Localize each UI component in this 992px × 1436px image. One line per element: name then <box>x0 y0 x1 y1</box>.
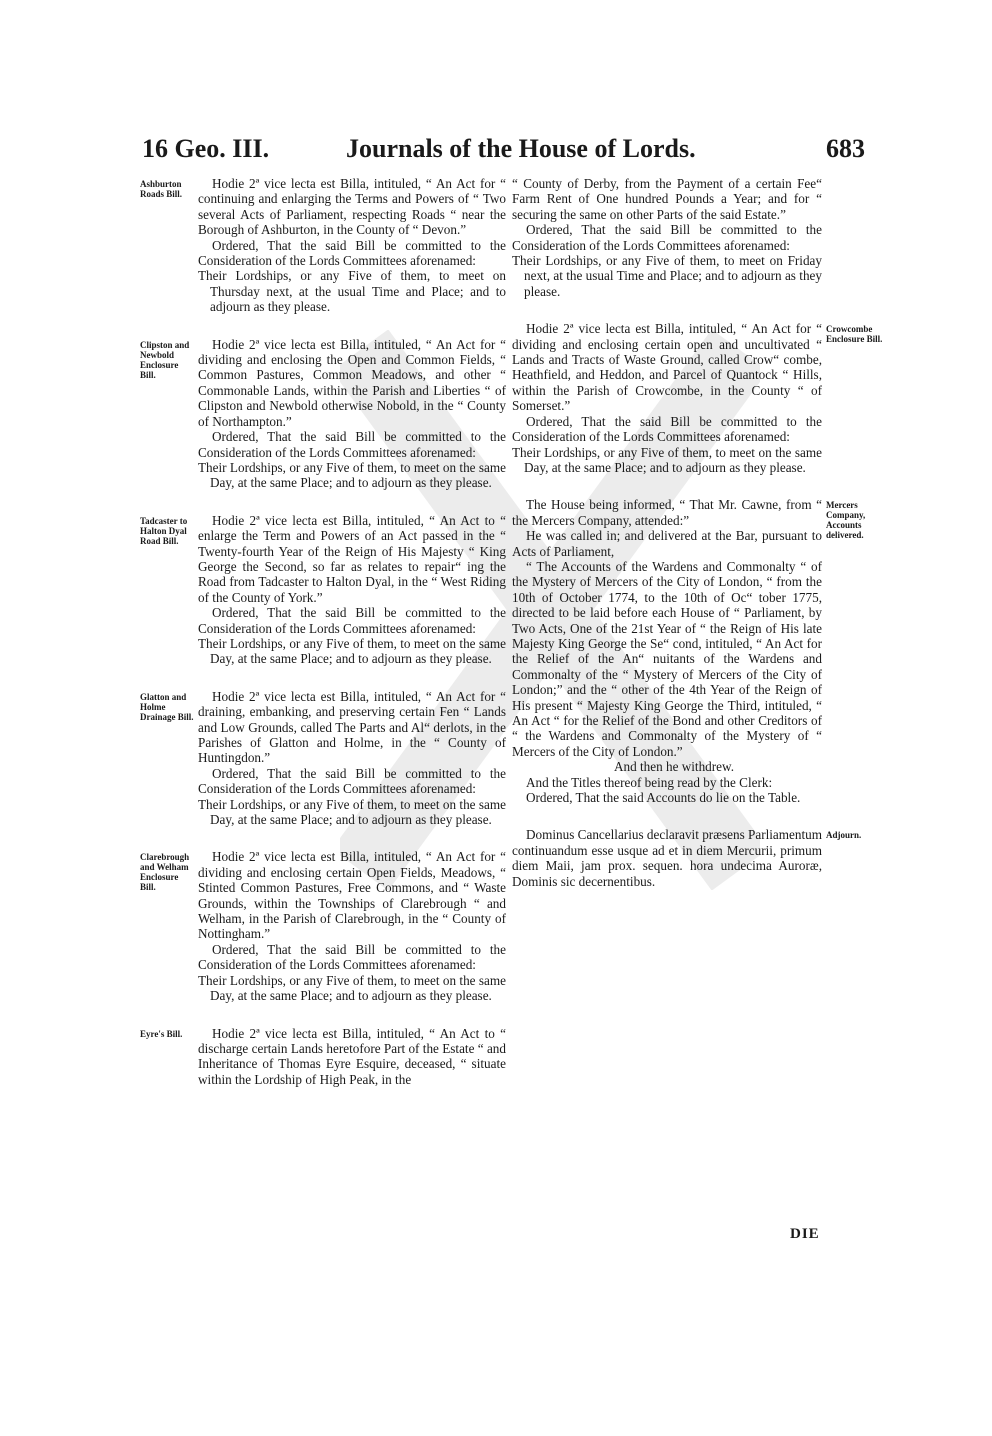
page-title: Journals of the House of Lords. <box>346 134 696 163</box>
bill-reading-continued: “ County of Derby, from the Payment of a certain Fee“ Farm Rent of One hundred Pounds a Year; and for “ securing the same on other Parts of the said Estate.” <box>512 176 822 222</box>
bill-reading: Hodie 2ª vice lecta est Billa, intituled, “ An Act for “ dividing and enclosing certain open and uncultivated “ Lands and Tracts of Waste Ground, called Crow“ combe, Heathfield, and Heddon, and Parcel of Quantock “ Hills, within the Parish of Crowcombe, in the County “ of Somerset.” <box>512 321 822 414</box>
ordered-committal: Ordered, That the said Bill be committed to the Consideration of the Lords Committees aforenamed: <box>198 941 506 973</box>
entry-ashburton <box>140 176 506 315</box>
page-number: 683 <box>826 134 865 163</box>
entry-adjournment <box>512 827 862 889</box>
entry-clipston <box>140 336 506 491</box>
margin-note: Tadcaster to Halton Dyal Road Bill. <box>140 515 188 546</box>
committee-meeting: Their Lordships, or any Five of them, to meet on the same Day, at the same Place; and to adjourn as they please. <box>198 796 506 828</box>
mercers-informed: The House being informed, “ That Mr. Cawne, from “ the Mercers Company, attended:” <box>512 497 822 528</box>
bill-reading: Hodie 2ª vice lecta est Billa, intituled, “ An Act for “ draining, embanking, and preserving certain Fen “ Lands and Low Grounds, called The Parts and Al“ derlots, in the Parishes of Glatton and Holme, in the “ County of Huntingdon.” <box>198 688 506 766</box>
entry-crowcombe <box>512 321 883 475</box>
margin-note: Eyre's Bill. <box>140 1028 183 1039</box>
committee-meeting: Their Lordships, or any Five of them, to meet on the same Day, at the same Place; and to adjourn as they please. <box>512 444 822 475</box>
ordered-committal: Ordered, That the said Bill be committed to the Consideration of the Lords Committees aforenamed: <box>198 765 506 797</box>
margin-note: Clipston and Newbold Enclosure Bill. <box>140 339 190 380</box>
ordered-committal: Ordered, That the said Bill be committed to the Consideration of the Lords Committees aforenamed: <box>198 605 506 636</box>
margin-note: Adjourn. <box>826 830 862 841</box>
entry-eyre-continued <box>512 176 822 299</box>
committee-meeting: Their Lordships, or any Five of them, to meet on the same Day, at the same Place; and to adjourn as they please. <box>198 635 506 667</box>
entry-clarebrough <box>140 849 506 1004</box>
margin-note: Mercers Company, Accounts delivered. <box>826 500 866 541</box>
mercers-accounts: “ The Accounts of the Wardens and Commonalty “ of the Mystery of Mercers of the City of London, “ from the 10th of October 1774, to the 10th of Oc“ tober 1775, directed to be laid before each House of “ Parliament, by Two Acts, One of the 21st Year of “ the Reign of His late Majesty King George the Se“ cond, intituled, “ An Act for the Relief of the An“ nuitants of the Wardens and Commonalty of the “ Mystery of Mercers of the City of London;” and the “ other of the 4th Year of the Reign of His present “ Majesty King George the Third, intituled, “ An Act “ for the Relief of the Bond and other Creditors of “ the Wardens and Commonalty of the Mystery of “ Mercers of the City of London.” <box>512 558 822 759</box>
committee-meeting: Their Lordships, or any Five of them, to meet on the same Day, at the same Place; and to adjourn as they please. <box>198 459 506 491</box>
ordered-committal: Ordered, That the said Bill be committed to the Consideration of the Lords Committees aforenamed: <box>512 222 822 253</box>
bill-reading: Hodie 2ª vice lecta est Billa, intituled, “ An Act to “ enlarge the Term and Powers of an Act passed in the “ Twenty-fourth Year of the Reign of His Majesty “ King George the Second, so far as relates to repair“ ing the Road from Tadcaster to Halton Dyal, in the “ West Riding of the County of York.” <box>198 512 506 605</box>
committee-meeting: Their Lordships, or any Five of them, to meet on Thursday next, at the usual Time and Place; and to adjourn as they please. <box>198 268 506 315</box>
entry-glatton <box>140 688 506 828</box>
titles-read-text: And the Titles thereof being read by the Clerk: <box>526 774 773 790</box>
margin-note: Ashburton Roads Bill. <box>140 179 183 199</box>
ordered-committal: Ordered, That the said Bill be committed to the Consideration of the Lords Committees aforenamed: <box>198 237 506 269</box>
header-regnal-year: 16 Geo. III. <box>142 134 270 163</box>
margin-note: Clarebrough and Welham Enclosure Bill. <box>140 852 190 893</box>
bill-reading: Hodie 2ª vice lecta est Billa, intituled, “ An Act for “ continuing and enlarging the Terms and Powers of “ Two several Acts of Parliament, respecting Roads “ near the Borough of Ashburton, in the County of “ Devon.” <box>198 176 506 238</box>
left-column <box>140 176 506 1109</box>
bill-reading: Hodie 2ª vice lecta est Billa, intituled, “ An Act for “ dividing and enclosing the Open and Common Fields, “ Common Pastures, Common Meadows, and other “ Commonable Lands, within the Parish and Liberties “ of Clipston and Newbold otherwise Nobold, in the “ County of Northampton.” <box>198 336 506 429</box>
entry-mercers <box>512 497 866 806</box>
margin-note: Glatton and Holme Drainage Bill. <box>140 691 194 722</box>
withdrew-text: And then he withdrew. <box>613 759 734 775</box>
adjournment-text: Dominus Cancellarius declaravit præsens Parliamentum continuandum esse usque ad et in diem Mercurii, primum diem Maii, jam prox. sequen. hora undecima Auroræ, Dominis sic decernentibus. <box>512 827 822 889</box>
entry-tadcaster <box>140 512 506 667</box>
catchword: DIE <box>790 1226 820 1242</box>
entry-eyre <box>140 1025 506 1088</box>
mercers-called-in: He was called in; and delivered at the Bar, pursuant to Acts of Parliament, <box>512 528 822 559</box>
ordered-committal: Ordered, That the said Bill be committed to the Consideration of the Lords Committees aforenamed: <box>512 413 822 445</box>
accounts-ordered: Ordered, That the said Accounts do lie on the Table. <box>526 790 801 806</box>
bill-reading: Hodie 2ª vice lecta est Billa, intituled, “ An Act to “ discharge certain Lands heretofore Part of the Estate “ and Inheritance of Thomas Eyre Esquire, deceased, “ situate within the Lordship of High Peak, in the <box>198 1025 506 1087</box>
margin-note: Crowcombe Enclosure Bill. <box>826 324 883 345</box>
bill-reading: Hodie 2ª vice lecta est Billa, intituled, “ An Act for “ dividing and enclosing certain Open Fields, Meadows, “ Stinted Common Pastures, Free Commons, and “ Waste Grounds, within the Townships of Clarebrough “ and Welham, in the Parish of Clarebrough, in the “ County of Nottingham.” <box>198 849 506 942</box>
ordered-committal: Ordered, That the said Bill be committed to the Consideration of the Lords Committees aforenamed: <box>198 429 506 460</box>
committee-meeting: Their Lordships, or any Five of them, to meet on Friday next, at the usual Time and Place; and to adjourn as they please. <box>512 253 822 299</box>
right-column <box>512 176 883 911</box>
committee-meeting: Their Lordships, or any Five of them, to meet on the same Day, at the same Place; and to adjourn as they please. <box>198 972 506 1004</box>
